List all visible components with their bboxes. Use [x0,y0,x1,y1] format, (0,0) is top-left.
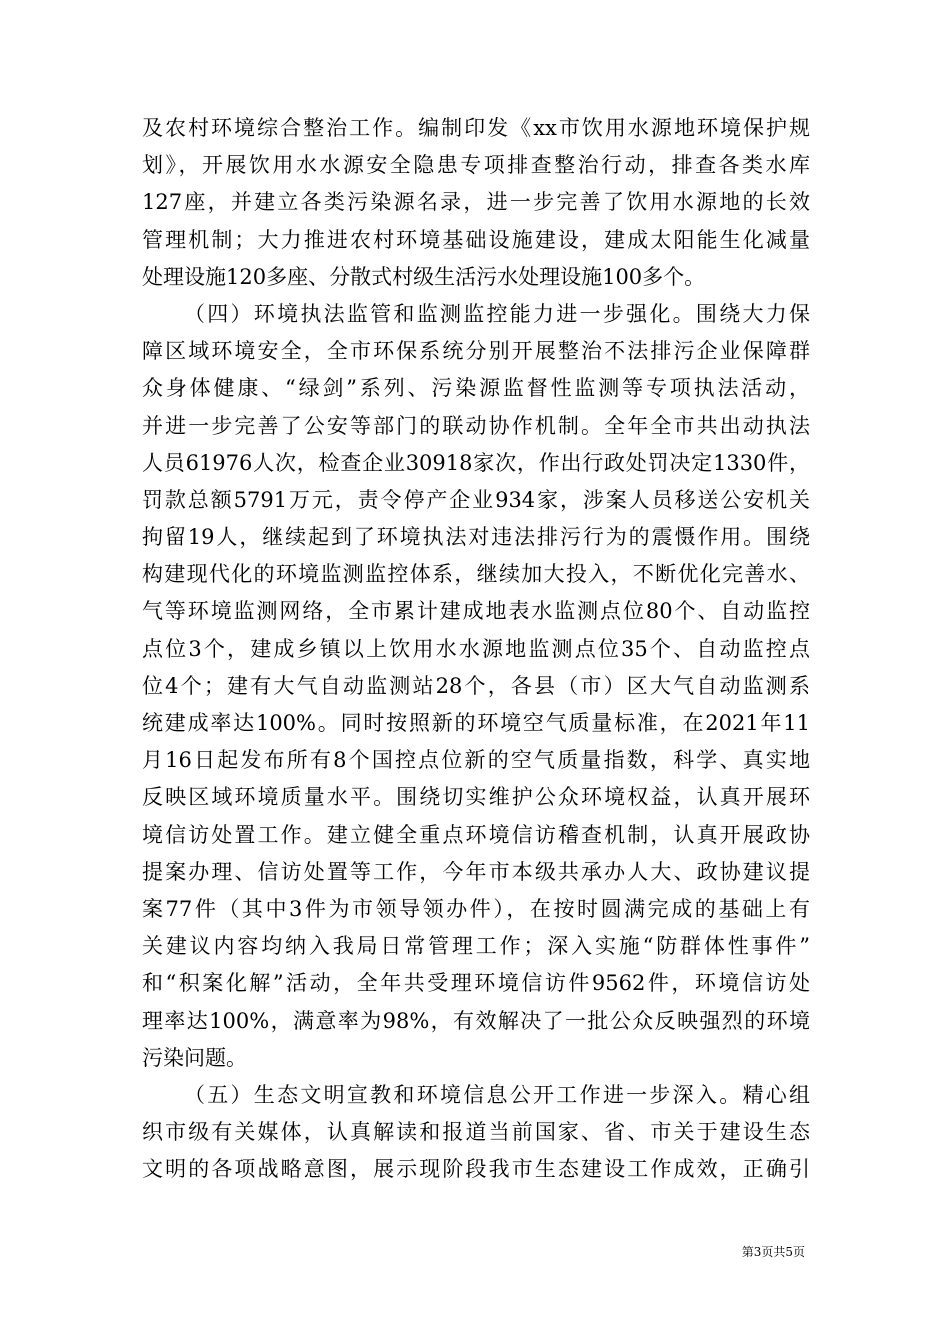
text-line: 划》，开展饮用水水源安全隐患专项排查整治行动，排查各类水库 [142,153,810,178]
text-line: 境信访处置工作。建立健全重点环境信访稽查机制，认真开展政协 [142,822,810,847]
text-line: 点位3个，建成乡镇以上饮用水水源地监测点位35个、自动监控点 [142,636,810,661]
text-line: 并进一步完善了公安等部门的联动协作机制。全年全市共出动执法 [142,413,810,438]
paragraph-ecological-publicity [142,1077,810,1189]
text-line: 反映区域环境质量水平。围绕切实维护公众环境权益，认真开展环 [142,785,810,810]
text-line: 人员61976人次，检查企业30918家次，作出行政处罚决定1330件， [142,450,810,475]
paragraph-rural-environment [142,110,810,296]
text-line: 构建现代化的环境监测监控体系，继续加大投入，不断优化完善水、 [142,562,810,587]
text-line: 统建成率达100%。同时按照新的环境空气质量标准，在2021年11 [142,711,810,735]
text-line: 众身体健康、“绿剑”系列、污染源监督性监测等专项执法活动， [142,376,810,401]
text-line: 障区域环境安全，全市环保系统分别开展整治不法排污企业保障群 [142,339,810,364]
text-line: 拘留19人，继续起到了环境执法对违法排污行为的震慑作用。围绕 [142,525,810,550]
text-line: （四）环境执法监管和监测监控能力进一步强化。围绕大力保 [184,301,810,326]
paragraph-enforcement-monitoring [142,296,810,1077]
text-line: 关建议内容均纳入我局日常管理工作；深入实施“防群体性事件” [142,934,810,959]
text-line: 气等环境监测网络，全市累计建成地表水监测点位80个、自动监控 [142,599,810,624]
page-number: 第3页共5页 [741,1245,805,1259]
text-line: 月16日起发布所有8个国控点位新的空气质量指数，科学、真实地 [142,748,810,773]
text-line: 位4个；建有大气自动监测站28个，各县（市）区大气自动监测系 [142,673,810,698]
text-line: 案77件（其中3件为市领导领办件），在按时圆满完成的基础上有 [142,896,810,921]
text-line: 文明的各项战略意图，展示现阶段我市生态建设工作成效，正确引 [142,1157,810,1182]
text-line: 污染问题。 [142,1045,247,1070]
text-line: （五）生态文明宣教和环境信息公开工作进一步深入。精心组 [184,1082,810,1107]
text-line: 127座，并建立各类污染源名录，进一步完善了饮用水源地的长效 [142,190,810,215]
text-line: 管理机制；大力推进农村环境基础设施建设，建成太阳能生化减量 [142,227,810,252]
body-text [142,110,810,1188]
text-line: 罚款总额5791万元，责令停产企业934家，涉案人员移送公安机关 [142,487,810,512]
text-line: 理率达100%，满意率为98%，有效解决了一批公众反映强烈的环境 [142,1008,810,1033]
text-line: 提案办理、信访处置等工作，今年市本级共承办人大、政协建议提 [142,859,810,884]
text-line: 处理设施120多座、分散式村级生活污水处理设施100多个。 [142,264,706,289]
text-line: 及农村环境综合整治工作。编制印发《xx市饮用水源地环境保护规 [142,116,810,140]
text-line: 织市级有关媒体，认真解读和报道当前国家、省、市关于建设生态 [142,1120,810,1145]
text-line: 和“积案化解”活动，全年共受理环境信访件9562件，环境信访处 [142,971,810,996]
